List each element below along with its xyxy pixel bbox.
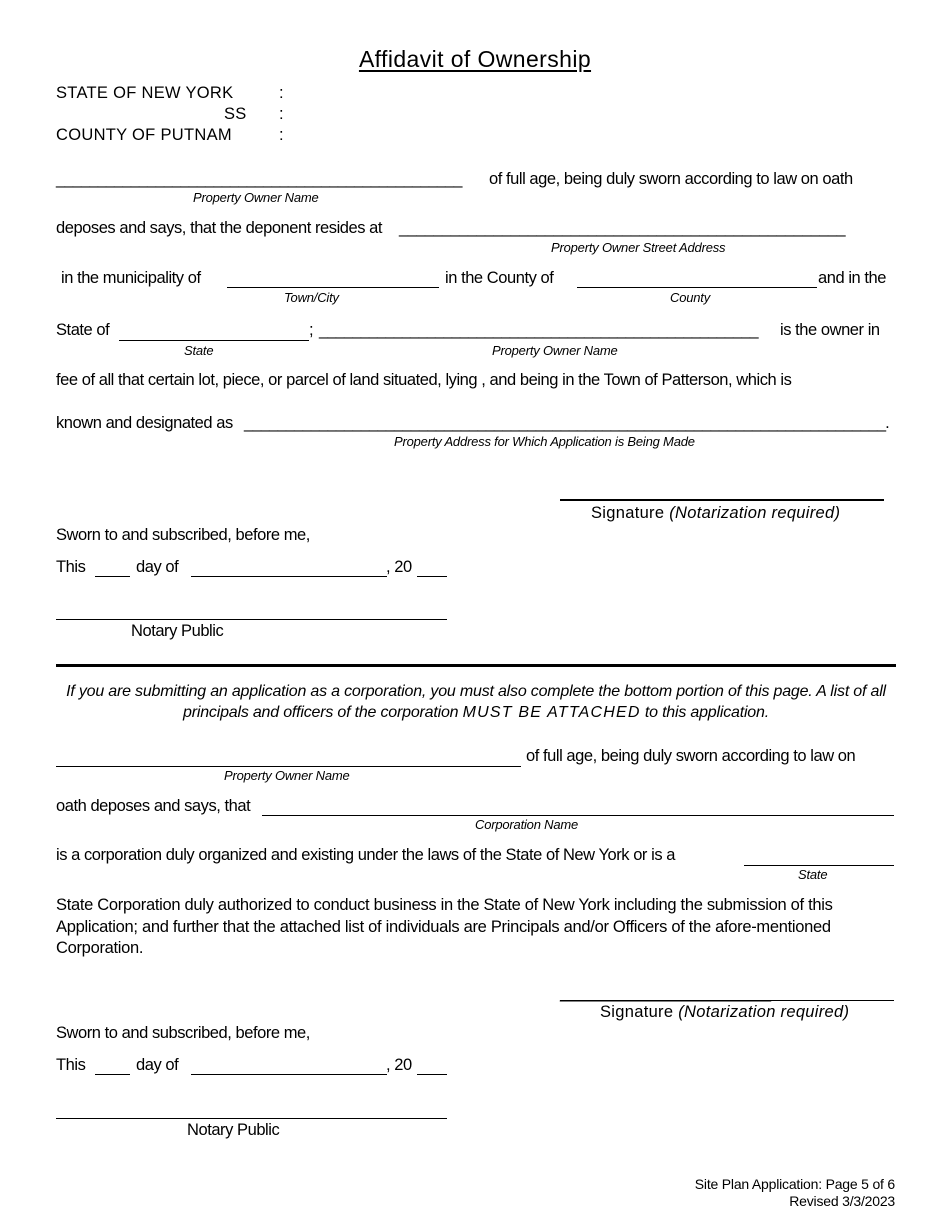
town-city-caption: Town/City bbox=[284, 290, 339, 305]
corp-owner-name-field[interactable] bbox=[56, 766, 521, 767]
oath-text: of full age, being duly sworn according to law on oath bbox=[489, 170, 853, 188]
and-in-the-text: and in the bbox=[818, 269, 886, 287]
day-field[interactable] bbox=[95, 576, 130, 577]
owner-name-blank-2[interactable]: _____________________________________________________ bbox=[319, 321, 758, 339]
corp-year-prefix: , 20 bbox=[386, 1056, 412, 1074]
corporation-text: is a corporation duly organized and existing under the laws of the State of New York or is a bbox=[56, 846, 675, 864]
owner-in-text: is the owner in bbox=[780, 321, 880, 339]
page-title: Affidavit of Ownership bbox=[358, 46, 592, 72]
corp-this-text: This bbox=[56, 1056, 86, 1074]
year-prefix: , 20 bbox=[386, 558, 412, 576]
corporation-name-caption: Corporation Name bbox=[475, 817, 579, 832]
corp-oath-text: of full age, being duly sworn according to law on bbox=[526, 747, 856, 765]
corp-day-field[interactable] bbox=[95, 1074, 130, 1075]
street-address-blank[interactable]: ____________________________________________________ bbox=[399, 219, 845, 237]
venue-state-label: STATE OF NEW YORK bbox=[56, 84, 234, 102]
notary-signature-line[interactable] bbox=[56, 619, 447, 620]
sworn-text: Sworn to and subscribed, before me, bbox=[56, 526, 310, 544]
corporation-paragraph: State Corporation duly authorized to conduct business in the State of New York including the submission of this Application; and further that the attached list of individuals are Principals and/or Officers of the afore-mentioned Corporation. bbox=[56, 896, 833, 957]
this-text: This bbox=[56, 558, 86, 576]
street-address-caption: Property Owner Street Address bbox=[551, 240, 726, 255]
state-of-text: State of bbox=[56, 321, 110, 339]
owner-name-blank[interactable]: _________________________________________________ bbox=[56, 170, 462, 188]
corp-year-field[interactable] bbox=[417, 1074, 447, 1075]
resides-text: deposes and says, that the deponent resides at bbox=[56, 219, 383, 237]
footer-revised: Revised 3/3/2023 bbox=[789, 1193, 895, 1209]
owner-name-caption-2: Property Owner Name bbox=[492, 343, 618, 358]
corp-signature-line[interactable] bbox=[560, 1000, 894, 1001]
state-field[interactable] bbox=[119, 340, 309, 341]
corporation-name-field[interactable] bbox=[262, 815, 894, 816]
property-address-blank[interactable]: _____________________________________________________________________________. bbox=[244, 414, 889, 432]
venue-colon-3: : bbox=[279, 126, 284, 144]
corp-notary-signature-line[interactable] bbox=[56, 1118, 447, 1119]
semicolon: ; bbox=[309, 321, 314, 339]
corporation-notice: If you are submitting an application as a corporation, you must also complete the bottom portion of this page. A list of all principals and officers of the corporation MUST BE ATTACHED to this application. bbox=[66, 683, 886, 721]
state-caption: State bbox=[184, 343, 214, 358]
section-divider bbox=[56, 664, 896, 667]
owner-name-caption: Property Owner Name bbox=[193, 190, 319, 205]
year-field[interactable] bbox=[417, 576, 447, 577]
footer-page-label: Site Plan Application: Page 5 of 6 bbox=[694, 1176, 895, 1192]
signature-label: Signature (Notarization required) bbox=[591, 504, 841, 522]
county-field[interactable] bbox=[577, 287, 817, 288]
corp-notary-label: Notary Public bbox=[187, 1121, 280, 1139]
corp-state-field[interactable] bbox=[744, 865, 894, 866]
county-text: in the County of bbox=[445, 269, 554, 287]
county-caption: County bbox=[670, 290, 710, 305]
notary-label: Notary Public bbox=[131, 622, 224, 640]
corp-state-caption: State bbox=[798, 867, 828, 882]
known-text: known and designated as bbox=[56, 414, 233, 432]
day-of-text: day of bbox=[136, 558, 179, 576]
venue-colon-2: : bbox=[279, 105, 284, 123]
corp-sworn-text: Sworn to and subscribed, before me, bbox=[56, 1024, 310, 1042]
municipality-text: in the municipality of bbox=[61, 269, 201, 287]
venue-county-label: COUNTY OF PUTNAM bbox=[56, 126, 232, 144]
property-address-caption: Property Address for Which Application is Being Made bbox=[394, 434, 695, 449]
venue-ss-label: SS bbox=[224, 105, 247, 123]
oath-deposes-text: oath deposes and says, that bbox=[56, 797, 251, 815]
corp-owner-name-caption: Property Owner Name bbox=[224, 768, 350, 783]
corp-month-field[interactable] bbox=[191, 1074, 387, 1075]
town-city-field[interactable] bbox=[227, 287, 439, 288]
corp-signature-label: Signature (Notarization required) bbox=[600, 1003, 850, 1021]
fee-text: fee of all that certain lot, piece, or parcel of land situated, lying , and being in the Town of Patterson, which is bbox=[56, 371, 792, 389]
signature-underscores: __________________________ bbox=[560, 984, 770, 1002]
corp-day-of-text: day of bbox=[136, 1056, 179, 1074]
month-field[interactable] bbox=[191, 576, 387, 577]
signature-line[interactable] bbox=[560, 499, 884, 501]
venue-colon-1: : bbox=[279, 84, 284, 102]
page-footer bbox=[695, 1176, 895, 1210]
